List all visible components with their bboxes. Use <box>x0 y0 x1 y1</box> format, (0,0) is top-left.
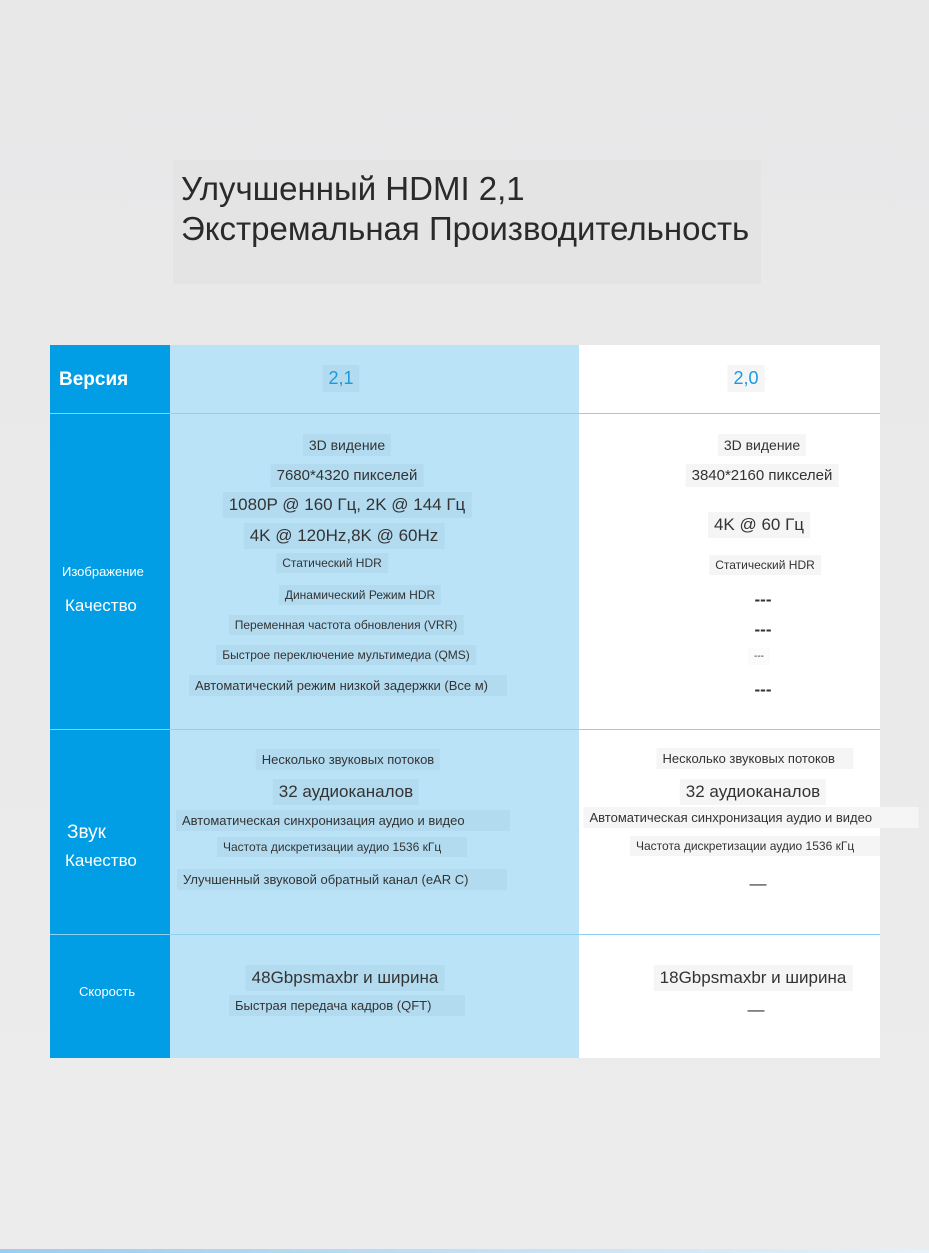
hdmi-20-column <box>579 345 880 1058</box>
feature-item: 18Gbpsmaxbr и ширина <box>654 965 853 991</box>
feature-item: Переменная частота обновления (VRR) <box>229 615 464 635</box>
hdmi-21-column <box>170 345 579 1058</box>
bottom-accent-bar <box>0 1249 929 1253</box>
feature-item: Динамический Режим HDR <box>279 585 441 605</box>
feature-item: --- <box>748 648 770 665</box>
feature-item: --- <box>754 680 772 699</box>
feature-item: Улучшенный звуковой обратный канал (eAR C) <box>177 869 507 890</box>
version-21: 2,1 <box>322 365 359 392</box>
row-label-image-1: Изображение <box>62 564 144 579</box>
label-column <box>50 345 170 1058</box>
feature-item: 48Gbpsmaxbr и ширина <box>246 965 445 991</box>
feature-item: Несколько звуковых потоков <box>256 749 440 770</box>
title-line-1: Улучшенный HDMI 2,1 <box>181 170 525 207</box>
comparison-table <box>50 345 880 1058</box>
feature-item: Частота дискретизации аудио 1536 кГц <box>217 837 467 857</box>
feature-item: Быстрое переключение мультимедиа (QMS) <box>216 645 476 665</box>
feature-item: Автоматическая синхронизация аудио и видео <box>176 810 510 831</box>
feature-item: --- <box>754 590 772 609</box>
row-divider <box>50 729 880 730</box>
feature-item: 4K @ 60 Гц <box>708 512 810 538</box>
feature-item: Несколько звуковых потоков <box>657 748 854 769</box>
feature-item: Статический HDR <box>276 553 388 573</box>
row-label-version: Версия <box>59 369 129 390</box>
feature-item: --- <box>754 620 772 639</box>
feature-item: Частота дискретизации аудио 1536 кГц <box>630 836 880 856</box>
row-label-sound-1: Звук <box>67 822 106 843</box>
row-label-image-2: Качество <box>65 596 137 615</box>
feature-item: Автоматическая синхронизация аудио и видео <box>584 807 919 828</box>
row-divider <box>50 413 880 414</box>
feature-item: — <box>749 874 767 893</box>
feature-item: — <box>747 1000 765 1019</box>
title-line-2: Экстремальная Производительность <box>181 210 750 247</box>
row-label-speed: Скорость <box>79 984 136 999</box>
title-banner <box>173 160 761 284</box>
row-divider <box>50 934 880 935</box>
feature-item: 7680*4320 пикселей <box>271 464 424 487</box>
feature-item: 3D видение <box>718 434 806 456</box>
feature-item: Автоматический режим низкой задержки (Все м) <box>189 675 507 696</box>
feature-item: 1080P @ 160 Гц, 2K @ 144 Гц <box>223 492 472 518</box>
feature-item: Быстрая передача кадров (QFT) <box>229 995 465 1016</box>
row-label-sound-2: Качество <box>65 851 137 870</box>
feature-item: 4K @ 120Hz,8K @ 60Hz <box>244 523 445 549</box>
feature-item: 32 аудиоканалов <box>273 779 419 805</box>
feature-item: Статический HDR <box>709 555 821 575</box>
version-20: 2,0 <box>727 365 764 392</box>
feature-item: 32 аудиоканалов <box>680 779 826 805</box>
feature-item: 3D видение <box>303 434 391 456</box>
feature-item: 3840*2160 пикселей <box>686 464 839 487</box>
